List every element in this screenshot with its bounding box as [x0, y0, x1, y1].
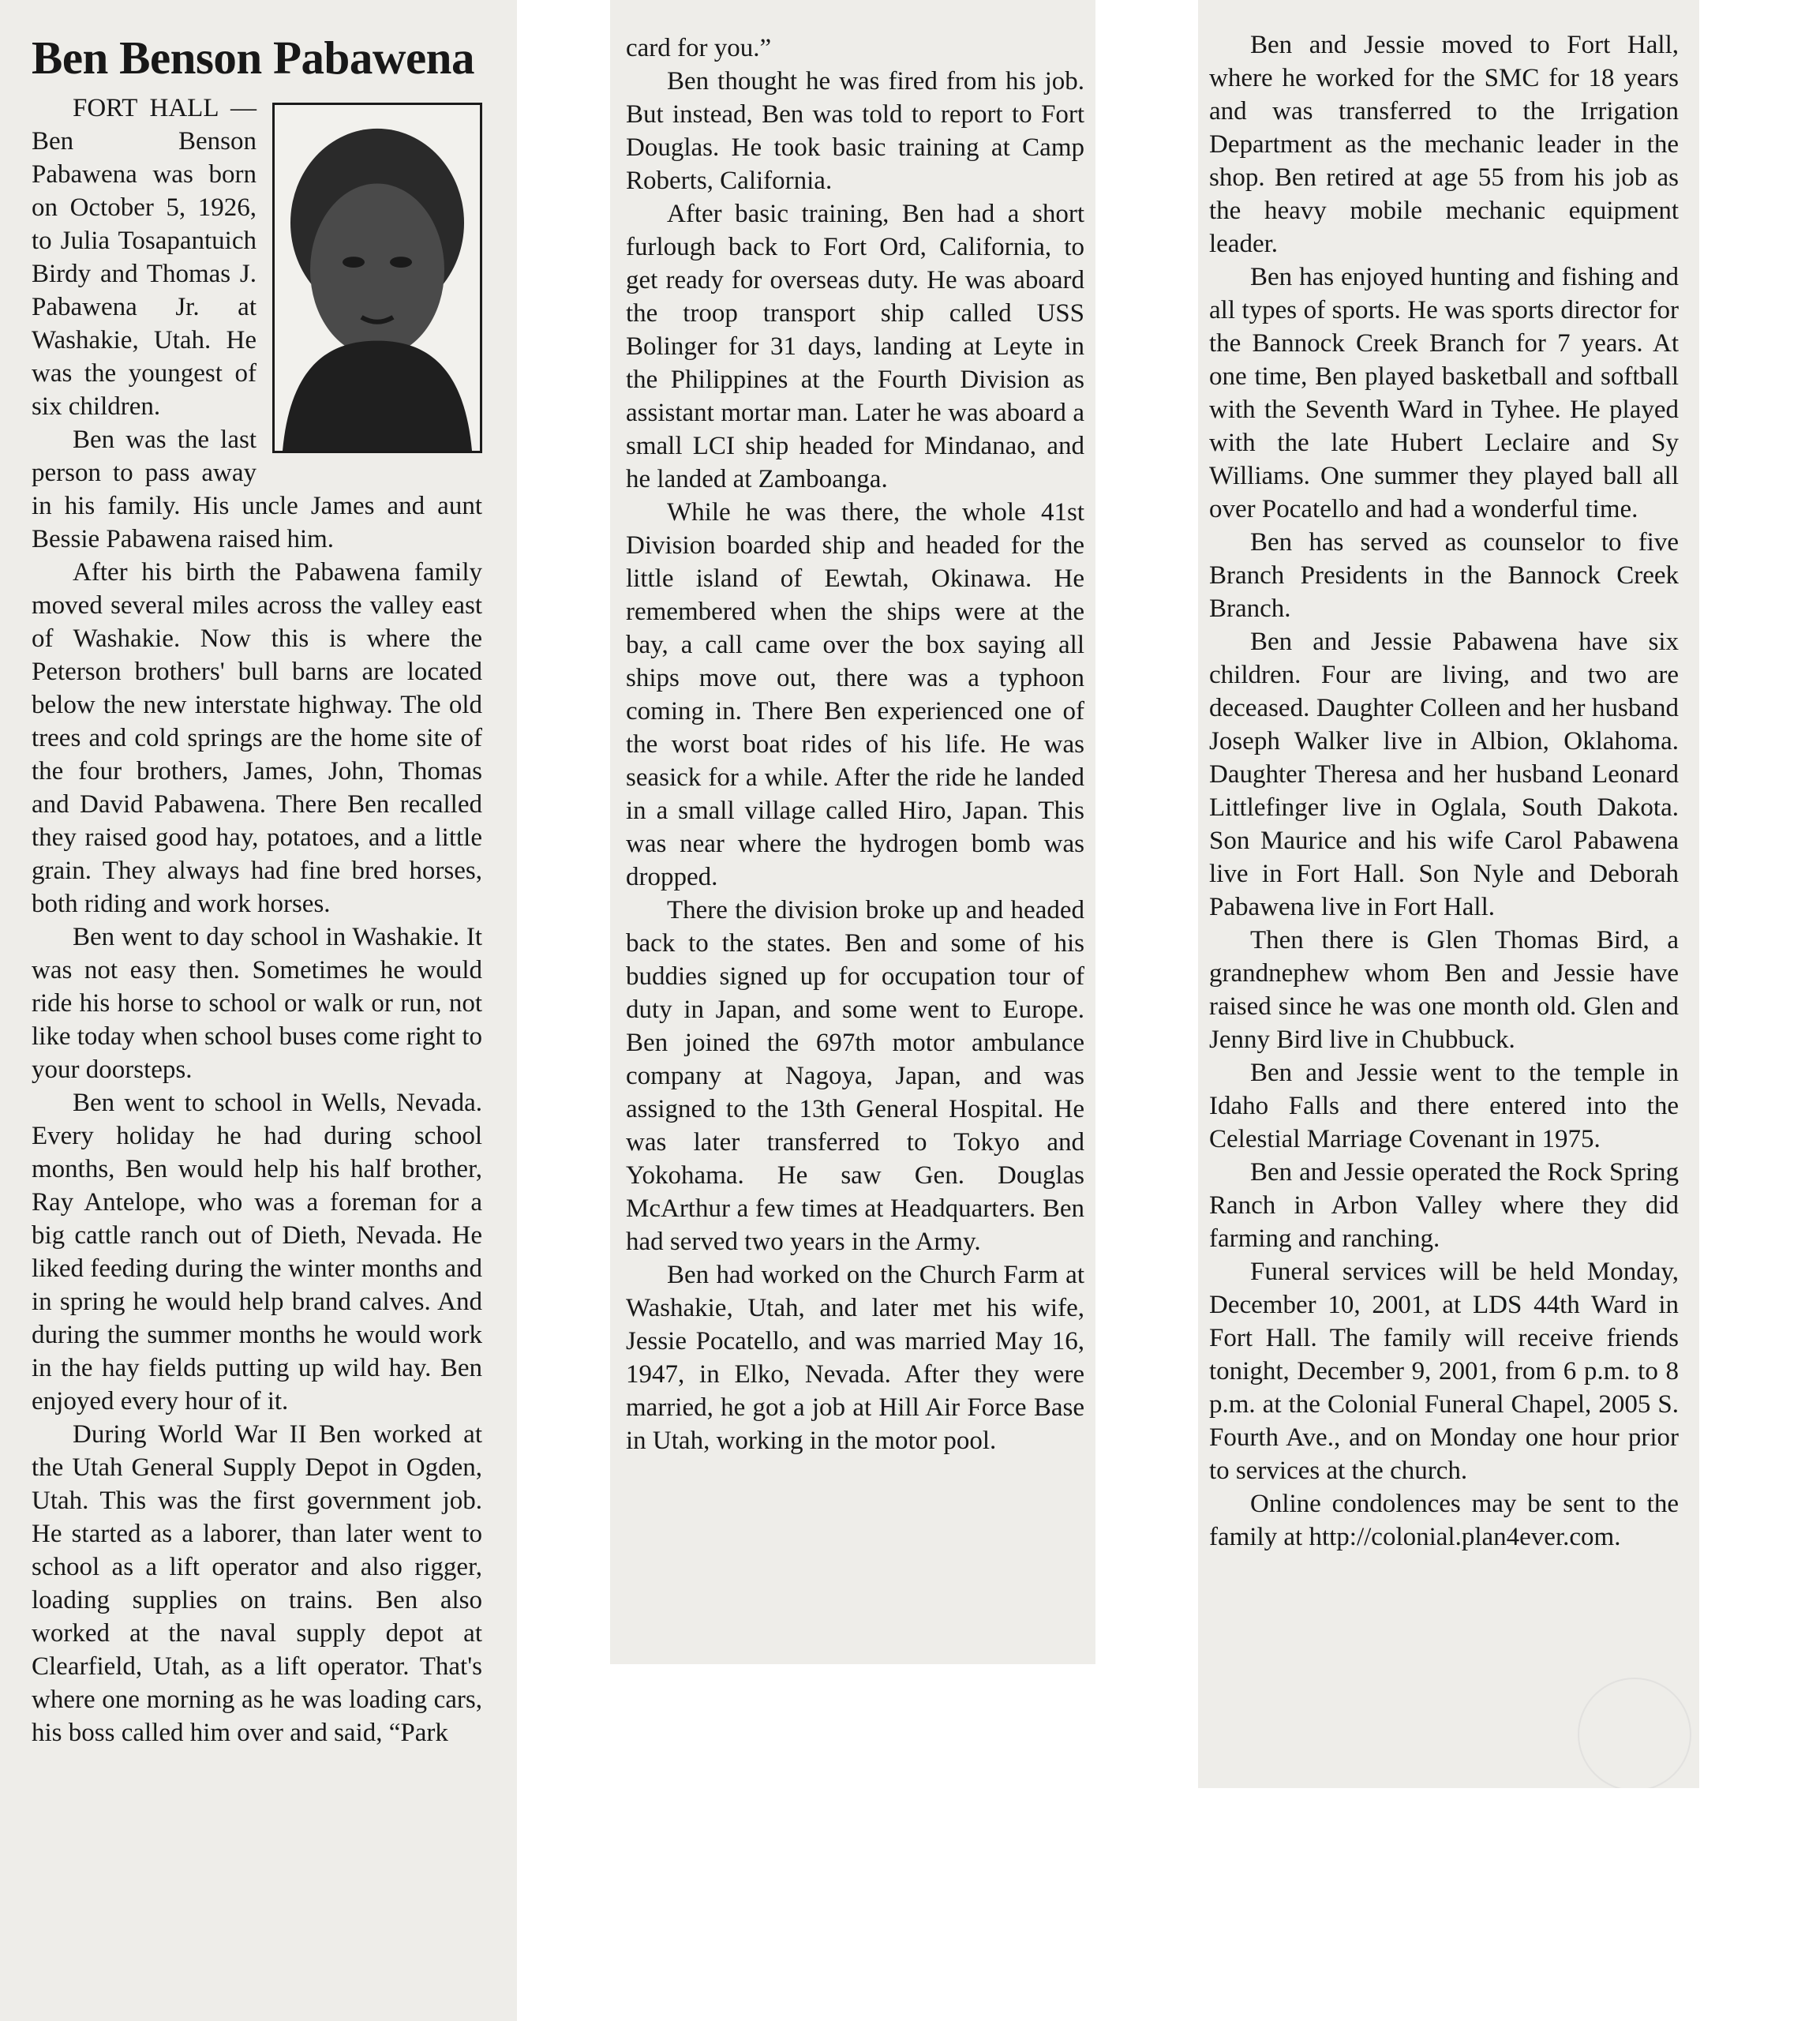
paragraph: While he was there, the whole 41st Division boarded ship and headed for the little island of Eewtah, Okinawa. He remembered when the ships were at the bay, a call came over the box saying all ships move out, there was a typhoon coming in. There Ben experienced one of the worst boat rides of his life. He was seasick for a while. After the ride he landed in a small village called Hiro, Japan. This was near where the hydrogen bomb was dropped. [626, 498, 1084, 891]
paragraph: Ben has served as counselor to five Branch Presidents in the Bannock Creek Branch. [1209, 528, 1679, 623]
paragraph: Ben thought he was fired from his job. But instead, Ben was told to report to Fort Douglas. He took basic training at Camp Roberts, California. [626, 67, 1084, 195]
paragraph: There the division broke up and headed back to the states. Ben and some of his buddies signed up for occupation tour of duty in Japan, and some went to Europe. Ben joined the 697th motor ambulance company at Nagoya, Japan, and was assigned to the 13th General Hospital. He was later transferred to Tokyo and Yokohama. He saw Gen. Douglas McArthur a few times at Headquarters. Ben had served two years in the Army. [626, 896, 1084, 1256]
paragraph: Ben was the last person to pass away in his family. His uncle James and aunt Bessie Pabawena raised him. [32, 426, 482, 553]
paragraph: After basic training, Ben had a short furlough back to Fort Ord, California, to get ready for overseas duty. He was aboard the troop transport ship called USS Bolinger for 31 days, landing at Leyte in the Philippines at the Fourth Division as assistant mortar man. Later he was aboard a small LCI ship headed for Mindanao, and he landed at Zamboanga. [626, 200, 1084, 493]
scan-smudge [1578, 1678, 1691, 1788]
paragraph: card for you.” [626, 34, 772, 62]
column-2-text [626, 32, 1084, 1457]
paragraph [32, 92, 482, 423]
column-1-text [32, 92, 482, 1749]
paragraph: Ben and Jessie operated the Rock Spring Ranch in Arbon Valley where they did farming and ranching. [1209, 1158, 1679, 1253]
paragraph: During World War II Ben worked at the Utah General Supply Depot in Ogden, Utah. This was the first government job. He started as a laborer, than later went to school as a lift operator and also rigger, loading supplies on trains. Ben also worked at the naval supply depot at Clearfield, Utah, as a lift operator. That's where one morning as he was loading cars, his boss called him over and said, “Park [32, 1420, 482, 1747]
paragraph: Then there is Glen Thomas Bird, a grandnephew whom Ben and Jessie have raised since he was one month old. Glen and Jenny Bird live in Chubbuck. [1209, 926, 1679, 1054]
paragraph: After his birth the Pabawena family moved several miles across the valley east of Washakie. Now this is where the Peterson brothers' bull barns are located below the new interstate highway. The old trees and cold springs are the home site of the four brothers, James, John, Thomas and David Pabawena. There Ben recalled they raised good hay, potatoes, and a little grain. They always had fine bred horses, both riding and work horses. [32, 558, 482, 918]
paragraph: Ben has enjoyed hunting and fishing and all types of sports. He was sports director for the Bannock Creek Branch for 7 years. At one time, Ben played basketball and softball with the Seventh Ward in Tyhee. He played with the late Hubert Leclaire and Sy Williams. One summer they played ball all over Pocatello and had a wonderful time. [1209, 263, 1679, 523]
paragraph-text: FORT HALL — Ben Benson Pabawena was born on October 5, 1926, to Julia Tosapantuich Birdy and Thomas J. Pabawena Jr. at Washakie, Utah. He was the youngest of six children. [32, 94, 257, 421]
paragraph: Online condolences may be sent to the family at http://colonial.plan4ever.com. [1209, 1490, 1679, 1551]
paragraph: Ben and Jessie moved to Fort Hall, where he worked for the SMC for 18 years and was transferred to the Irrigation Department as the mechanic leader in the shop. Ben retired at age 55 from his job as the heavy mobile mechanic equipment leader. [1209, 31, 1679, 258]
clipping-column-2 [610, 0, 1095, 1664]
portrait-photo [272, 103, 482, 453]
paragraph: Ben and Jessie Pabawena have six children. Four are living, and two are deceased. Daughter Colleen and her husband Joseph Walker live in Albion, Oklahoma. Daughter Theresa and her husband Leonard Littlefinger live in Oglala, South Dakota. Son Maurice and his wife Carol Pabawena live in Fort Hall. Son Nyle and Deborah Pabawena live in Fort Hall. [1209, 628, 1679, 921]
paragraph: Ben went to day school in Washakie. It was not easy then. Sometimes he would ride his horse to school or walk or run, not like today when school buses come right to your doorsteps. [32, 923, 482, 1084]
clipping-column-3 [1198, 0, 1699, 1788]
obituary-headline: Ben Benson Pabawena [32, 32, 474, 84]
paragraph: Ben had worked on the Church Farm at Washakie, Utah, and later met his wife, Jessie Pocatello, and was married May 16, 1947, in Elko, Nevada. After they were married, he got a job at Hill Air Force Base in Utah, working in the motor pool. [626, 1261, 1084, 1455]
portrait-icon [275, 105, 480, 451]
paragraph: Ben and Jessie went to the temple in Idaho Falls and there entered into the Celestial Marriage Covenant in 1975. [1209, 1059, 1679, 1153]
paragraph: Ben went to school in Wells, Nevada. Every holiday he had during school months, Ben would help his half brother, Ray Antelope, who was a foreman for a big cattle ranch out of Dieth, Nevada. He liked feeding during the winter months and in spring he would help brand calves. And during the summer months he would work in the hay fields putting up wild hay. Ben enjoyed every hour of it. [32, 1089, 482, 1415]
column-3-text [1209, 28, 1679, 1554]
paragraph: Funeral services will be held Monday, December 10, 2001, at LDS 44th Ward in Fort Hall. The family will receive friends tonight, December 9, 2001, from 6 p.m. to 8 p.m. at the Colonial Funeral Chapel, 2005 S. Fourth Ave., and on Monday one hour prior to services at the church. [1209, 1258, 1679, 1485]
clipping-column-1 [0, 0, 517, 2021]
